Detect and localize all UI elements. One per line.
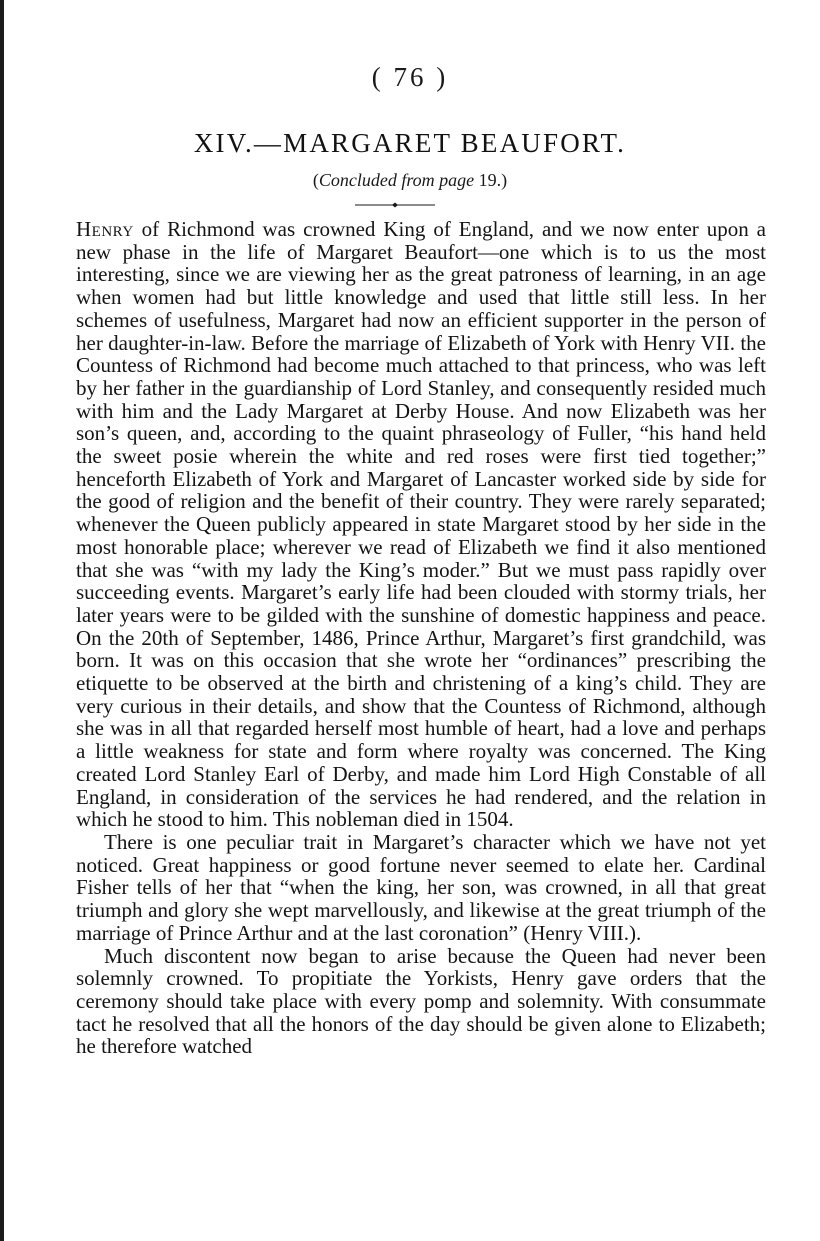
- subtitle-text: Concluded from page: [318, 170, 475, 190]
- paragraph-text: Much discontent now began to arise because the Queen had never been solemnly crowned. To propitiate the Yorkists, Henry gave orders that the ceremony should take place with every pomp and solemnity. With consummate tact he resolved that all the honors of the day should be given alone to Elizabeth; he therefore watched: [76, 943, 766, 1059]
- paragraph-1: [76, 218, 766, 831]
- divider-ornament: [355, 202, 435, 208]
- paragraph-text: of Richmond was crowned King of England, and we now enter upon a new phase in the life of Margaret Beaufort—one which is to us the most interesting, since we are viewing her as the great patroness of learning, in an age when women had but little knowledge and used that little still less. In her schemes of usefulness, Margaret had now an efficient supporter in the person of her daughter-in-law. Before the marriage of Elizabeth of York with Henry VII. the Countess of Richmond had become much attached to that princess, who was left by her father in the guardianship of Lord Stanley, and consequently resided much with him and the Lady Margaret at Derby House. And now Elizabeth was her son’s queen, and, according to the quaint phraseology of Fuller, “his hand held the sweet posie wherein the white and red roses were first tied together;” henceforth Elizabeth of York and Margaret of Lancaster worked side by side for the good of religion and the benefit of their country. They were rarely separated; whenever the Queen publicly appeared in state Margaret stood by her side in the most honorable place; wherever we read of Elizabeth we find it also mentioned that she was “with my lady the King’s moder.” But we must pass rapidly over succeeding events. Margaret’s early life had been clouded with stormy trials, her later years were to be gilded with the sunshine of domestic happiness and peace. On the 20th of September, 1486, Prince Arthur, Margaret’s first grandchild, was born. It was on this occasion that she wrote her “ordinances” prescribing the etiquette to be observed at the birth and christening of a king’s child. They are very curious in their details, and show that the Countess of Richmond, although she was in all that regarded herself most humble of heart, had a love and perhaps a little weakness for state and form where royalty was concerned. The King created Lord Stanley Earl of Derby, and made him Lord High Constable of all England, in consideration of the services he had rendered, and the relation in which he stood to him. This nobleman died in 1504.: [76, 217, 766, 832]
- paragraph-3: [76, 945, 766, 1059]
- paragraph-lead-word: Henry: [76, 217, 134, 241]
- article-body: [76, 218, 766, 1058]
- paragraph-2: [76, 831, 766, 945]
- subtitle-page-ref: 19.: [478, 170, 502, 190]
- page-number: ( 76 ): [371, 62, 449, 92]
- chapter-title: XIV.—MARGARET BEAUFORT.: [193, 128, 627, 158]
- chapter-subtitle: (Concluded from page 19.): [312, 170, 508, 190]
- paragraph-text: There is one peculiar trait in Margaret’s character which we have not yet noticed. Great happiness or good fortune never seemed to elate her. Cardinal Fisher tells of her that “when the king, her son, was crowned, in all that great triumph and glory she wept marvellously, and likewise at the great triumph of the marriage of Prince Arthur and at the last coronation” (Henry VIII.).: [76, 829, 766, 945]
